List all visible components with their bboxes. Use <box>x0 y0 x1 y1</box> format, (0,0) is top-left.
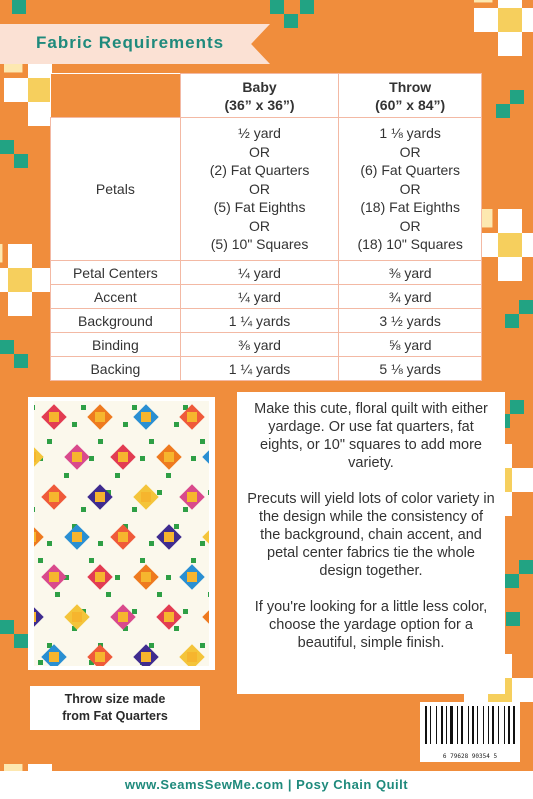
quilt-flower-center <box>49 492 59 502</box>
throw-value: 5 ⅛ yards <box>339 357 482 381</box>
barcode-bar <box>446 706 447 744</box>
column-header-throw-size: (60” x 84”) <box>375 96 446 113</box>
petals-throw-line: (18) 10" Squares <box>357 236 463 253</box>
petals-baby-line: (2) Fat Quarters <box>209 162 310 179</box>
throw-value: ¾ yard <box>339 285 482 309</box>
quilt-chain-square <box>200 643 205 648</box>
bg-chain-square <box>510 400 524 414</box>
barcode-bar <box>430 706 431 744</box>
quilt-flower-center <box>141 572 151 582</box>
bg-chain-square <box>519 300 533 314</box>
barcode-bars <box>425 706 515 746</box>
fabric-requirements-table <box>50 73 482 380</box>
table-row <box>51 261 482 285</box>
bg-chain-square <box>270 0 284 14</box>
petals-baby-line: OR <box>249 217 271 234</box>
caption-line: Throw size made <box>64 692 166 706</box>
barcode-bar <box>450 706 453 744</box>
quilt-chain-square <box>208 490 209 495</box>
quilt-flower-center <box>164 452 174 462</box>
barcode-bar <box>461 706 463 744</box>
caption-line: from Fat Quarters <box>62 709 168 723</box>
bg-chain-square <box>510 90 524 104</box>
description-paragraph: Make this cute, floral quilt with either yardage. Or use fat quarters, fat eights, or 10" squares to add more variety. <box>254 401 488 471</box>
quilt-chain-square <box>166 473 171 478</box>
bg-chain-square <box>505 314 519 328</box>
quilt-chain-square <box>55 592 60 597</box>
bg-flower-corner <box>474 0 492 2</box>
petals-baby-line: OR <box>249 143 271 160</box>
quilt-chain-square <box>81 507 86 512</box>
quilt-chain-square <box>140 456 145 461</box>
quilt-flower-center <box>95 412 105 422</box>
barcode-bar <box>488 706 489 744</box>
quilt-chain-square <box>174 524 179 529</box>
bg-chain-square <box>506 612 520 626</box>
row-label: Binding <box>51 333 181 357</box>
quilt-chain-square <box>115 473 120 478</box>
bg-chain-square <box>519 560 533 574</box>
baby-value: ¼ yard <box>180 261 339 285</box>
column-header-baby <box>180 74 339 118</box>
quilt-chain-square <box>89 456 94 461</box>
column-header-throw-name: Throw <box>389 78 432 95</box>
table-row-petals <box>51 118 482 261</box>
quilt-chain-square <box>38 660 43 665</box>
baby-value: 1 ¼ yards <box>180 357 339 381</box>
row-label: Petal Centers <box>51 261 181 285</box>
quilt-chain-square <box>191 456 196 461</box>
quilt-flower-center <box>141 412 151 422</box>
bg-flower-center <box>498 8 522 32</box>
table-row <box>51 357 482 381</box>
bg-flower-center <box>8 268 32 292</box>
row-label: Backing <box>51 357 181 381</box>
quilt-preview-image <box>28 397 215 670</box>
quilt-chain-square <box>183 609 188 614</box>
bg-chain-square <box>0 140 14 154</box>
barcode-bar <box>441 706 443 744</box>
table-row <box>51 309 482 333</box>
throw-value: 3 ½ yards <box>339 309 482 333</box>
petals-throw-cell <box>339 118 482 261</box>
bg-flower-center <box>498 233 522 257</box>
quilt-flower-center <box>34 452 36 462</box>
quilt-flower-center <box>95 492 105 502</box>
bg-chain-square <box>505 574 519 588</box>
description-paragraph: Precuts will yield lots of color variety in the design while the consistency of the background, chain accent, and petal center fabrics tie the whole design together. <box>247 491 495 579</box>
petals-baby-line: OR <box>249 180 271 197</box>
bg-chain-square <box>14 354 28 368</box>
quilt-flower-center <box>49 412 59 422</box>
quilt-chain-square <box>208 592 209 597</box>
column-header-baby-size: (36” x 36”) <box>224 96 295 113</box>
quilt-chain-square <box>38 558 43 563</box>
quilt-chain-square <box>106 592 111 597</box>
quilt-chain-square <box>81 405 86 410</box>
quilt-chain-square <box>89 558 94 563</box>
quilt-flower-center <box>34 612 36 622</box>
bg-chain-square <box>14 154 28 168</box>
barcode-bar <box>513 706 515 744</box>
quilt-flower-center <box>118 612 128 622</box>
throw-value: ⅝ yard <box>339 333 482 357</box>
quilt-flower-center <box>187 412 197 422</box>
quilt-illustration <box>34 401 209 666</box>
quilt-chain-square <box>157 592 162 597</box>
barcode-bar <box>492 706 494 744</box>
quilt-chain-square <box>174 626 179 631</box>
quilt-chain-square <box>34 405 35 410</box>
barcode-bar <box>498 706 499 744</box>
petals-throw-line: OR <box>399 217 421 234</box>
table-row <box>51 333 482 357</box>
quilt-chain-square <box>183 507 188 512</box>
quilt-flower-center <box>187 492 197 502</box>
quilt-flower-center <box>164 612 174 622</box>
quilt-flower-center <box>34 532 36 542</box>
quilt-flower-center <box>49 572 59 582</box>
quilt-chain-square <box>47 541 52 546</box>
barcode-bar <box>436 706 437 744</box>
description-panel <box>237 392 505 694</box>
column-header-throw <box>339 74 482 118</box>
bg-flower-corner <box>0 244 2 262</box>
baby-value: 1 ¼ yards <box>180 309 339 333</box>
petals-baby-cell <box>180 118 339 261</box>
quilt-flower-center <box>118 452 128 462</box>
quilt-chain-square <box>149 541 154 546</box>
quilt-chain-square <box>64 473 69 478</box>
quilt-chain-square <box>200 439 205 444</box>
quilt-flower-center <box>49 652 59 662</box>
quilt-flower-center <box>141 492 151 502</box>
barcode-bar <box>483 706 484 744</box>
baby-value: ⅜ yard <box>180 333 339 357</box>
quilt-chain-square <box>132 609 137 614</box>
barcode-bar <box>468 706 469 744</box>
petals-baby-line: (5) Fat Eighths <box>213 199 306 216</box>
petals-throw-line: (18) Fat Eighths <box>360 199 460 216</box>
petals-throw-line: OR <box>399 143 421 160</box>
quilt-flower-center <box>72 532 82 542</box>
quilt-chain-square <box>200 541 205 546</box>
quilt-flower-center <box>72 452 82 462</box>
page-title: Fabric Requirements <box>36 33 225 52</box>
quilt-flower-center <box>164 532 174 542</box>
barcode <box>420 702 520 762</box>
description-paragraph: If you're looking for a little less color, choose the yardage option for a beautiful, simple finish. <box>254 599 488 651</box>
footer-website: www.SeamsSewMe.com | Posy Chain Quilt <box>0 771 533 799</box>
column-header-baby-name: Baby <box>242 78 277 95</box>
bg-chain-square <box>284 14 298 28</box>
quilt-flower-center <box>187 652 197 662</box>
throw-value: ⅜ yard <box>339 261 482 285</box>
quilt-chain-square <box>132 405 137 410</box>
bg-chain-square <box>496 104 510 118</box>
barcode-bar <box>508 706 510 744</box>
quilt-chain-square <box>157 490 162 495</box>
quilt-chain-square <box>115 575 120 580</box>
table-row <box>51 285 482 309</box>
bg-chain-square <box>300 0 314 14</box>
quilt-chain-square <box>191 558 196 563</box>
barcode-bar <box>472 706 474 744</box>
petals-throw-line: 1 ⅛ yards <box>379 125 441 142</box>
barcode-bar <box>477 706 478 744</box>
quilt-chain-square <box>174 422 179 427</box>
quilt-flower-center <box>95 572 105 582</box>
bg-chain-square <box>14 634 28 648</box>
quilt-flower-center <box>118 532 128 542</box>
petals-baby-line: (5) 10" Squares <box>210 236 309 253</box>
bg-chain-square <box>0 620 14 634</box>
quilt-chain-square <box>166 575 171 580</box>
bg-chain-square <box>12 0 26 14</box>
baby-value: ¼ yard <box>180 285 339 309</box>
barcode-number: 6 79628 90354 5 <box>442 753 498 760</box>
barcode-bar <box>504 706 505 744</box>
quilt-chain-square <box>149 643 154 648</box>
quilt-flower-center <box>95 652 105 662</box>
quilt-chain-square <box>47 439 52 444</box>
quilt-chain-square <box>34 507 35 512</box>
quilt-chain-square <box>98 541 103 546</box>
bg-chain-square <box>0 340 14 354</box>
quilt-chain-square <box>123 422 128 427</box>
quilt-flower-center <box>187 572 197 582</box>
table-corner <box>51 74 181 118</box>
quilt-flower-center <box>72 612 82 622</box>
quilt-chain-square <box>132 507 137 512</box>
quilt-caption <box>30 686 200 730</box>
row-label-petals: Petals <box>51 118 181 261</box>
quilt-flower-center <box>141 652 151 662</box>
petals-baby-line: ½ yard <box>238 125 281 142</box>
bg-flower-center <box>28 78 52 102</box>
row-label: Accent <box>51 285 181 309</box>
quilt-chain-square <box>98 439 103 444</box>
row-label: Background <box>51 309 181 333</box>
quilt-chain-square <box>72 422 77 427</box>
barcode-bar <box>425 706 427 744</box>
barcode-bar <box>457 706 458 744</box>
quilt-chain-square <box>140 558 145 563</box>
quilt-chain-square <box>149 439 154 444</box>
petals-throw-line: (6) Fat Quarters <box>360 162 460 179</box>
petals-throw-line: OR <box>399 180 421 197</box>
